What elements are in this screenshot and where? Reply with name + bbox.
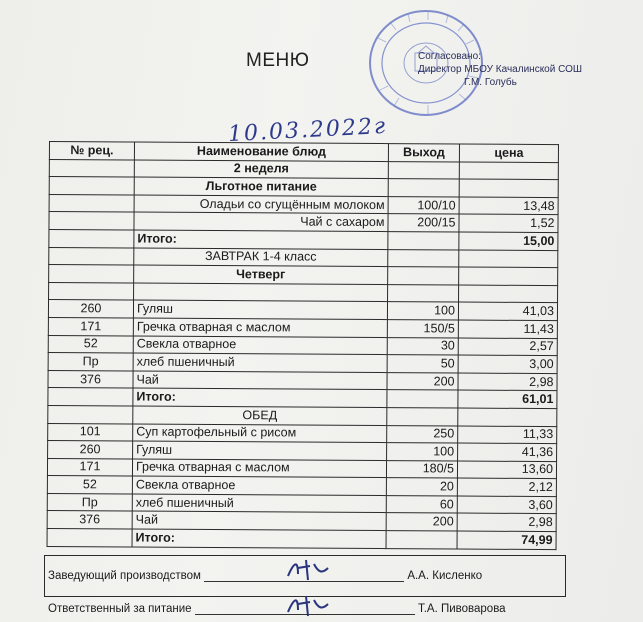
cell-price: 13,60	[457, 461, 556, 479]
approval-director-name: Г.М. Голубь	[464, 77, 517, 88]
cell-recipe-code	[48, 405, 133, 423]
cell-recipe-code	[47, 529, 132, 547]
cell-price: 3,00	[458, 355, 557, 373]
cell-output	[386, 531, 457, 549]
cell-price	[459, 250, 558, 268]
cell-price: 3,60	[457, 496, 556, 514]
footer-responsible-row	[48, 603, 506, 615]
cell-price: 41,03	[458, 302, 557, 320]
column-header-name: Наименование блюд	[134, 142, 388, 161]
cell-price: 74,99	[457, 531, 556, 549]
cell-price: 1,52	[459, 214, 558, 232]
cell-recipe-code: 171	[47, 458, 132, 476]
cell-recipe-code	[49, 247, 134, 265]
cell-dish-name: Оладьи со сгущённым молоком	[134, 195, 388, 214]
menu-table-body	[47, 159, 558, 549]
cell-recipe-code: 376	[48, 370, 133, 388]
cell-price: 61,01	[458, 390, 557, 408]
handwritten-date: 10.03.2022г	[227, 113, 388, 148]
cell-recipe-code	[49, 212, 134, 230]
cell-price: 41,36	[458, 443, 557, 461]
cell-dish-name: ОБЕД	[133, 406, 387, 425]
cell-dish-name	[134, 283, 388, 302]
cell-dish-name: Итого:	[134, 230, 388, 249]
cell-price	[459, 179, 558, 197]
cell-recipe-code	[49, 282, 134, 300]
cell-output	[388, 232, 459, 250]
cell-recipe-code: 101	[48, 423, 133, 441]
column-header-price: цена	[459, 144, 558, 162]
column-header-code: № рец.	[49, 142, 134, 160]
cell-dish-name: 2 неделя	[134, 160, 388, 179]
cell-recipe-code	[49, 159, 134, 177]
cell-recipe-code: 171	[48, 317, 133, 335]
cell-recipe-code: Пр	[47, 493, 132, 511]
cell-dish-name: Свекла отварное	[132, 476, 386, 495]
cell-dish-name: Гуляш	[133, 300, 387, 319]
cell-recipe-code: 52	[48, 335, 133, 353]
approval-block	[418, 50, 582, 89]
cell-output: 20	[386, 478, 457, 496]
cell-recipe-code: 260	[48, 441, 133, 459]
manager-signature	[284, 556, 334, 584]
cell-output: 100	[387, 443, 458, 461]
cell-recipe-code: 260	[48, 300, 133, 318]
cell-price: 15,00	[459, 232, 558, 250]
cell-dish-name: Чай	[133, 371, 387, 390]
cell-output: 200/15	[388, 214, 459, 232]
cell-dish-name: Свекла отварное	[133, 336, 387, 355]
cell-price: 2,98	[458, 373, 557, 391]
cell-output: 50	[387, 355, 458, 373]
cell-dish-name: Льготное питание	[134, 177, 388, 196]
cell-price	[459, 267, 558, 285]
approval-heading: Согласовано:	[418, 51, 481, 62]
cell-dish-name: хлеб пшеничный	[132, 494, 386, 513]
cell-price: 13,48	[459, 197, 558, 215]
cell-dish-name: Чай	[132, 511, 386, 530]
cell-dish-name: Суп картофельный с рисом	[133, 424, 387, 443]
cell-price: 2,57	[458, 338, 557, 356]
cell-output: 100/10	[388, 196, 459, 214]
cell-price: 11,43	[458, 320, 557, 338]
cell-output: 180/5	[386, 460, 457, 478]
column-header-output: Выход	[388, 144, 459, 162]
cell-output	[387, 407, 458, 425]
cell-price: 2,12	[457, 478, 556, 496]
cell-output: 200	[386, 513, 457, 531]
cell-recipe-code	[49, 194, 134, 212]
cell-price	[458, 408, 557, 426]
cell-recipe-code	[49, 177, 134, 195]
cell-output	[388, 249, 459, 267]
cell-output	[387, 390, 458, 408]
cell-output	[388, 179, 459, 197]
cell-price: 11,33	[458, 426, 557, 444]
cell-output: 100	[387, 302, 458, 320]
manager-name: А.А. Кисленко	[407, 570, 483, 582]
cell-output: 30	[387, 337, 458, 355]
cell-output: 200	[387, 372, 458, 390]
cell-output: 60	[386, 495, 457, 513]
cell-recipe-code	[49, 229, 134, 247]
cell-recipe-code: Пр	[48, 353, 133, 371]
cell-recipe-code	[48, 388, 133, 406]
cell-dish-name: Четверг	[134, 265, 388, 284]
cell-recipe-code: 52	[47, 476, 132, 494]
cell-price	[459, 162, 558, 180]
cell-price: 2,98	[457, 513, 556, 531]
footer-manager-row	[48, 570, 482, 582]
cell-dish-name: хлеб пшеничный	[133, 353, 387, 372]
menu-table	[47, 141, 559, 550]
cell-dish-name: Итого:	[132, 529, 386, 548]
table-row	[47, 529, 556, 550]
cell-output: 150/5	[387, 320, 458, 338]
responsible-signature	[284, 590, 334, 620]
cell-dish-name: Гречка отварная с маслом	[133, 318, 387, 337]
cell-recipe-code: 376	[47, 511, 132, 529]
cell-dish-name: Итого:	[133, 388, 387, 407]
cell-dish-name: Гуляш	[133, 441, 387, 460]
cell-output	[388, 267, 459, 285]
cell-dish-name: Чай с сахаром	[134, 212, 388, 231]
responsible-name: Т.А. Пивоварова	[417, 603, 506, 615]
page-title: МЕНЮ	[246, 50, 310, 71]
cell-output	[388, 161, 459, 179]
cell-output: 250	[387, 425, 458, 443]
cell-recipe-code	[49, 265, 134, 283]
approval-director: Директор МБОУ Качалинской СОШ	[418, 64, 583, 75]
cell-output	[388, 284, 459, 302]
cell-dish-name: ЗАВТРАК 1-4 класс	[134, 248, 388, 267]
cell-price	[459, 285, 558, 303]
manager-label: Заведующий производством	[48, 570, 201, 582]
cell-dish-name: Гречка отварная с маслом	[132, 459, 386, 478]
responsible-label: Ответственный за питание	[48, 603, 192, 615]
